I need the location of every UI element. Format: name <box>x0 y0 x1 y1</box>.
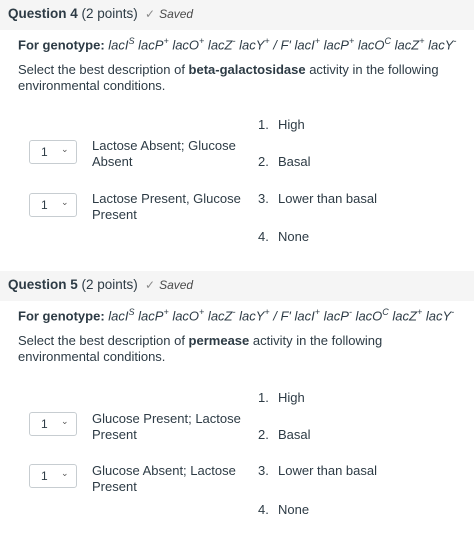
option-number: 2. <box>258 154 269 169</box>
prompt-suffix: activity in the following environmental conditions. <box>18 333 383 364</box>
saved-label: Saved <box>159 7 194 21</box>
option-number: 3. <box>258 191 269 206</box>
question-5-option-3 <box>258 463 377 478</box>
check-icon: ✓ <box>145 7 156 21</box>
question-5-header <box>0 271 474 301</box>
saved-label: Saved <box>159 278 194 292</box>
prompt-prefix: Select the best description of <box>18 333 189 348</box>
question-4-saved-status <box>145 7 193 21</box>
option-label: High <box>278 117 305 132</box>
option-number: 4. <box>258 502 269 517</box>
check-icon: ✓ <box>145 278 156 292</box>
question-4-option-3 <box>258 191 377 206</box>
question-5-option-4 <box>258 502 309 517</box>
question-5-title-text: Question 5 <box>8 277 78 292</box>
question-5-option-1 <box>258 390 305 405</box>
option-label: High <box>278 390 305 405</box>
prompt-prefix: Select the best description of <box>18 62 189 77</box>
prompt-term: permease <box>188 333 250 348</box>
option-number: 1. <box>258 390 269 405</box>
question-4-prompt <box>18 62 463 94</box>
chevron-down-icon: ⌄ <box>61 144 69 154</box>
select-value: 1 <box>41 469 48 483</box>
question-5-saved-status <box>145 278 193 292</box>
question-5-option-2 <box>258 427 311 442</box>
option-label: None <box>278 229 310 244</box>
option-label: Lower than basal <box>278 463 378 478</box>
option-number: 4. <box>258 229 269 244</box>
genotype-label: For genotype: <box>18 37 105 53</box>
select-value: 1 <box>41 417 48 431</box>
option-number: 2. <box>258 427 269 442</box>
question-5-prompt <box>18 333 463 365</box>
question-4-title-text: Question 4 <box>8 6 78 21</box>
question-5-row-2-condition: Glucose Absent; Lactose Present <box>92 463 236 494</box>
question-5-row-1-select[interactable] <box>29 412 77 436</box>
genotype-label: For genotype: <box>18 308 105 324</box>
question-4-option-1 <box>258 117 305 132</box>
option-number: 1. <box>258 117 269 132</box>
chevron-down-icon: ⌄ <box>61 197 69 207</box>
question-4-header <box>0 0 474 30</box>
option-label: Lower than basal <box>278 191 378 206</box>
chevron-down-icon: ⌄ <box>61 468 69 478</box>
option-label: Basal <box>278 154 311 169</box>
option-label: Basal <box>278 427 311 442</box>
question-4-points: (2 points) <box>81 6 138 21</box>
select-value: 1 <box>41 198 48 212</box>
question-5-title <box>8 277 138 292</box>
question-5-genotype: For genotype: lacI$^S$ lacP+ lacO+ lacZ- lacY+ / F' lacI+ lacP- lacO$^C$ lacZ+ lacY- <box>18 307 455 324</box>
question-4-option-4 <box>258 229 309 244</box>
prompt-suffix: activity in the following environmental conditions. <box>18 62 439 93</box>
option-number: 3. <box>258 463 269 478</box>
question-4-row-1-condition: Lactose Absent; Glucose Absent <box>92 138 236 169</box>
question-4-option-2 <box>258 154 311 169</box>
question-5-points: (2 points) <box>81 277 138 292</box>
question-5-row-1-condition: Glucose Present; Lactose Present <box>92 411 241 442</box>
question-5-row-2-select[interactable] <box>29 464 77 488</box>
option-label: None <box>278 502 310 517</box>
prompt-term: beta-galactosidase <box>188 62 306 77</box>
chevron-down-icon: ⌄ <box>61 416 69 426</box>
question-4-row-2-select[interactable] <box>29 193 77 217</box>
question-4-row-2-condition: Lactose Present, Glucose Present <box>92 191 241 222</box>
select-value: 1 <box>41 145 48 159</box>
question-4-row-1-select[interactable] <box>29 140 77 164</box>
question-4-genotype: For genotype: lacI$^S$ lacP+ lacO+ lacZ- lacY+ / F' lacI+ lacP+ lacO$^C$ lacZ+ lacY- <box>18 36 457 53</box>
question-4-title <box>8 6 138 21</box>
